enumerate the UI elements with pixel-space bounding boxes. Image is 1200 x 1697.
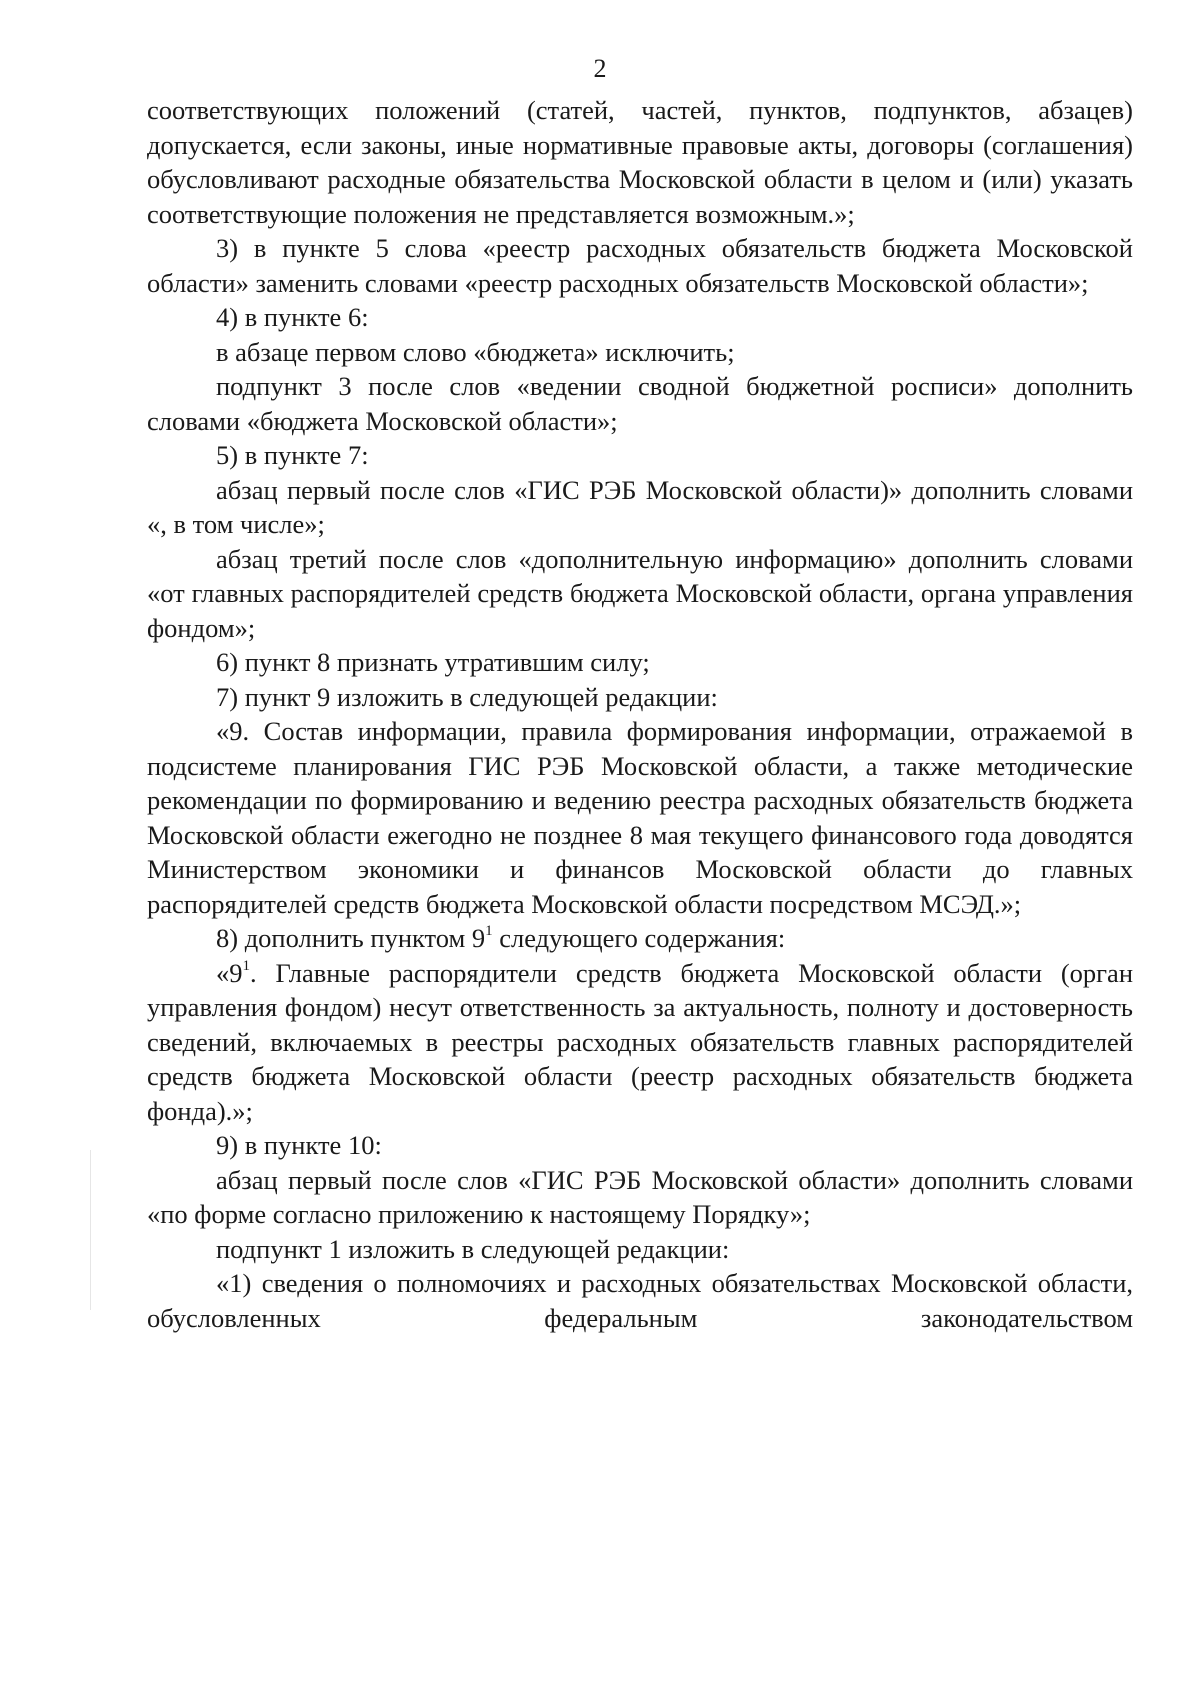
paragraph-item-5: 5) в пункте 7: — [216, 440, 369, 470]
paragraph-item-4-subitem: подпункт 3 после слов «ведении сводной бюджетной росписи» дополнить словами «бюджета Московской области»; — [147, 371, 1133, 436]
text-fragment: 8) дополнить пунктом 9 — [216, 923, 486, 953]
paragraph-item-9-text: «9. Состав информации, правила формирования информации, отражаемой в подсистеме планирования ГИС РЭБ Московской области, а также методические рекомендации по формированию и ведению реестра расходных обязательств бюджета Московской области ежегодно не позднее 8 мая текущего финансового года доводятся Министерством экономики и финансов Московской области до главных распорядителей средств бюджета Московской области посредством МСЭД.»; — [147, 716, 1133, 919]
superscript: 1 — [242, 957, 250, 974]
text-fragment: «9 — [216, 957, 243, 988]
paragraph-item-6: 6) пункт 8 признать утратившим силу; — [216, 647, 650, 677]
scan-artifact — [90, 1150, 91, 1310]
document-body — [147, 93, 1133, 1335]
paragraph-item-9-abzac-first: абзац первый после слов «ГИС РЭБ Московской области» дополнить словами «по форме согласно приложению к настоящему Порядку»; — [147, 1164, 1133, 1229]
paragraph-item-7: 7) пункт 9 изложить в следующей редакции: — [216, 681, 718, 712]
paragraph-item-4: 4) в пункте 6: — [216, 302, 369, 332]
paragraph-item-3: 3) в пункте 5 слова «реестр расходных обязательств бюджета Московской области» заменить словами «реестр расходных обязательств Московской области»; — [147, 233, 1133, 298]
page-number: 2 — [593, 54, 607, 83]
paragraph-item-9-1-text — [147, 956, 1133, 1129]
text-fragment: следующего содержания: — [492, 923, 786, 953]
superscript: 1 — [485, 923, 493, 939]
paragraph-item-9: 9) в пункте 10: — [216, 1130, 382, 1160]
paragraph-item-9-subitem-1: подпункт 1 изложить в следующей редакции: — [216, 1233, 730, 1264]
paragraph-item-8 — [147, 921, 1133, 956]
text-fragment: . Главные распорядители средств бюджета Московской области (орган управления фондом) несут ответственность за актуальность, полноту и достоверность сведений, включаемых в реестры расходных обязательств главных распорядителей средств бюджета Московской области (реестр расходных обязательств бюджета фонда).»; — [147, 957, 1133, 1126]
paragraph-item-4-abzac: в абзаце первом слово «бюджета» исключить; — [216, 336, 735, 367]
paragraph-subitem-1-text: «1) сведения о полномочиях и расходных обязательствах Московской области, обусловленных федеральным законодательством — [147, 1268, 1133, 1333]
paragraph-item-5-abzac-third: абзац третий после слов «дополнительную информацию» дополнить словами «от главных распорядителей средств бюджета Московской области, органа управления фондом»; — [147, 543, 1133, 643]
paragraph-continuation: соответствующих положений (статей, частей, пунктов, подпунктов, абзацев) допускается, если законы, иные нормативные правовые акты, договоры (соглашения) обусловливают расходные обязательства Московской области в целом и (или) указать соответствующие положения не представляется возможным.»; — [147, 95, 1133, 229]
paragraph-item-5-abzac-first: абзац первый после слов «ГИС РЭБ Московской области)» дополнить словами «, в том числе»; — [147, 474, 1133, 539]
